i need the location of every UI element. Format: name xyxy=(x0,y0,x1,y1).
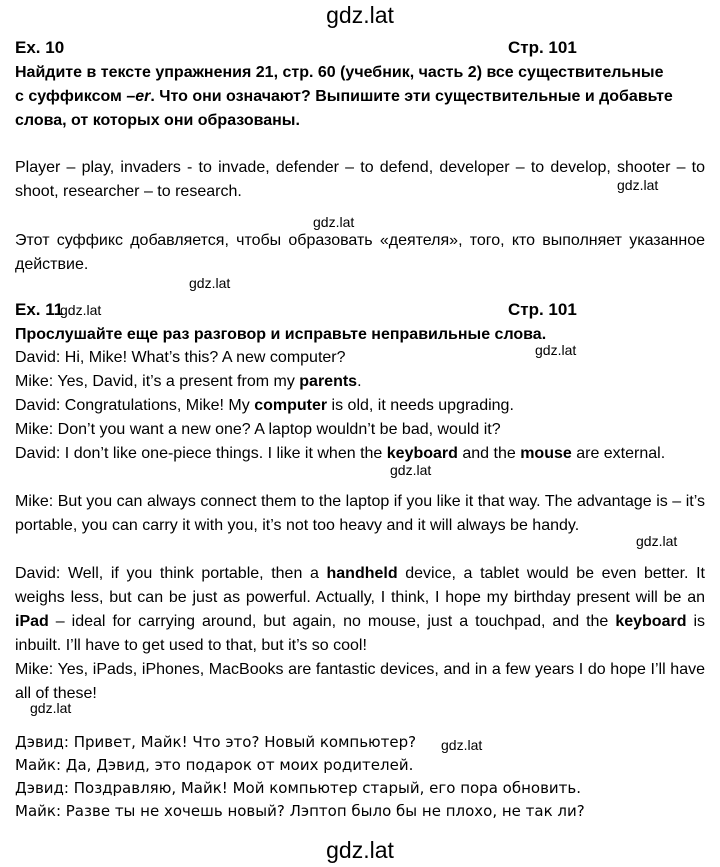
watermark: gdz.lat xyxy=(60,302,102,318)
site-footer: gdz.lat xyxy=(326,837,394,863)
translation-line: Майк: Да, Дэвид, это подарок от моих родителей. xyxy=(15,756,414,774)
exercise-10-answer: Player – play, invaders - to invade, defender – to defend, developer – to develop, shooter – to shoot, researcher – to research. xyxy=(15,159,705,200)
watermark: gdz.lat xyxy=(441,737,483,753)
translation-line: Дэвид: Привет, Майк! Что это? Новый компьютер? xyxy=(15,733,417,751)
dialog-line: David: Hi, Mike! What’s this? A new computer? xyxy=(15,349,346,366)
dialog-line: David: I don’t like one-piece things. I like it when the keyboard and the mouse are external. xyxy=(15,445,666,462)
site-header: gdz.lat xyxy=(326,2,394,28)
translation-line: Майк: Разве ты не хочешь новый? Лэптоп было бы не плохо, не так ли? xyxy=(15,802,585,820)
exercise-10-note: Этот суффикс добавляется, чтобы образовать «деятеля», того, кто выполняет указанное действие. xyxy=(15,232,705,273)
dialog-line: David: Well, if you think portable, then a handheld device, a tablet would be even better. It weighs less, but can be just as powerful. Actually, I think, I hope my birthday present will be an iPad – ideal for carrying around, but again, no mouse, just a touchpad, and the keyboard is inbuilt. I’ll have to get used to that, but it’s so cool! xyxy=(15,565,706,654)
translation-line: Дэвид: Поздравляю, Майк! Мой компьютер старый, его пора обновить. xyxy=(15,779,582,797)
exercise-11-task: Прослушайте еще раз разговор и исправьте неправильные слова. xyxy=(15,326,547,343)
dialog-line: Mike: But you can always connect them to the laptop if you like it that way. The advantage is – it’s portable, you can carry it with you, it’s not too heavy and it will always be handy. xyxy=(15,493,705,534)
exercise-11-page: Стр. 101 xyxy=(508,300,577,319)
exercise-10-task-line-3: слова, от которых они образованы. xyxy=(15,112,300,129)
watermark: gdz.lat xyxy=(535,342,577,358)
exercise-10-page: Стр. 101 xyxy=(508,38,577,57)
dialog-line: Mike: Yes, David, it’s a present from my parents. xyxy=(15,373,362,390)
exercise-10-task-line-2: с суффиксом –er. Что они означают? Выпишите эти существительные и добавьте xyxy=(15,88,673,105)
suffix-er: –er xyxy=(126,88,151,105)
watermark: gdz.lat xyxy=(189,275,231,291)
watermark: gdz.lat xyxy=(390,462,432,478)
watermark: gdz.lat xyxy=(30,700,72,716)
watermark: gdz.lat xyxy=(313,214,355,230)
dialog-line: Mike: Don’t you want a new one? A laptop wouldn’t be bad, would it? xyxy=(15,421,501,438)
exercise-11-label: Ex. 11 xyxy=(15,300,64,319)
exercise-10-task-line-1: Найдите в тексте упражнения 21, стр. 60 (учебник, часть 2) все существительные xyxy=(15,64,664,81)
watermark: gdz.lat xyxy=(636,533,678,549)
exercise-10-label: Ex. 10 xyxy=(15,38,65,57)
watermark: gdz.lat xyxy=(617,177,659,193)
dialog-line: Mike: Yes, iPads, iPhones, MacBooks are fantastic devices, and in a few years I do hope I’ll have all of these! xyxy=(15,661,705,702)
dialog-line: David: Congratulations, Mike! My computer is old, it needs upgrading. xyxy=(15,397,514,414)
